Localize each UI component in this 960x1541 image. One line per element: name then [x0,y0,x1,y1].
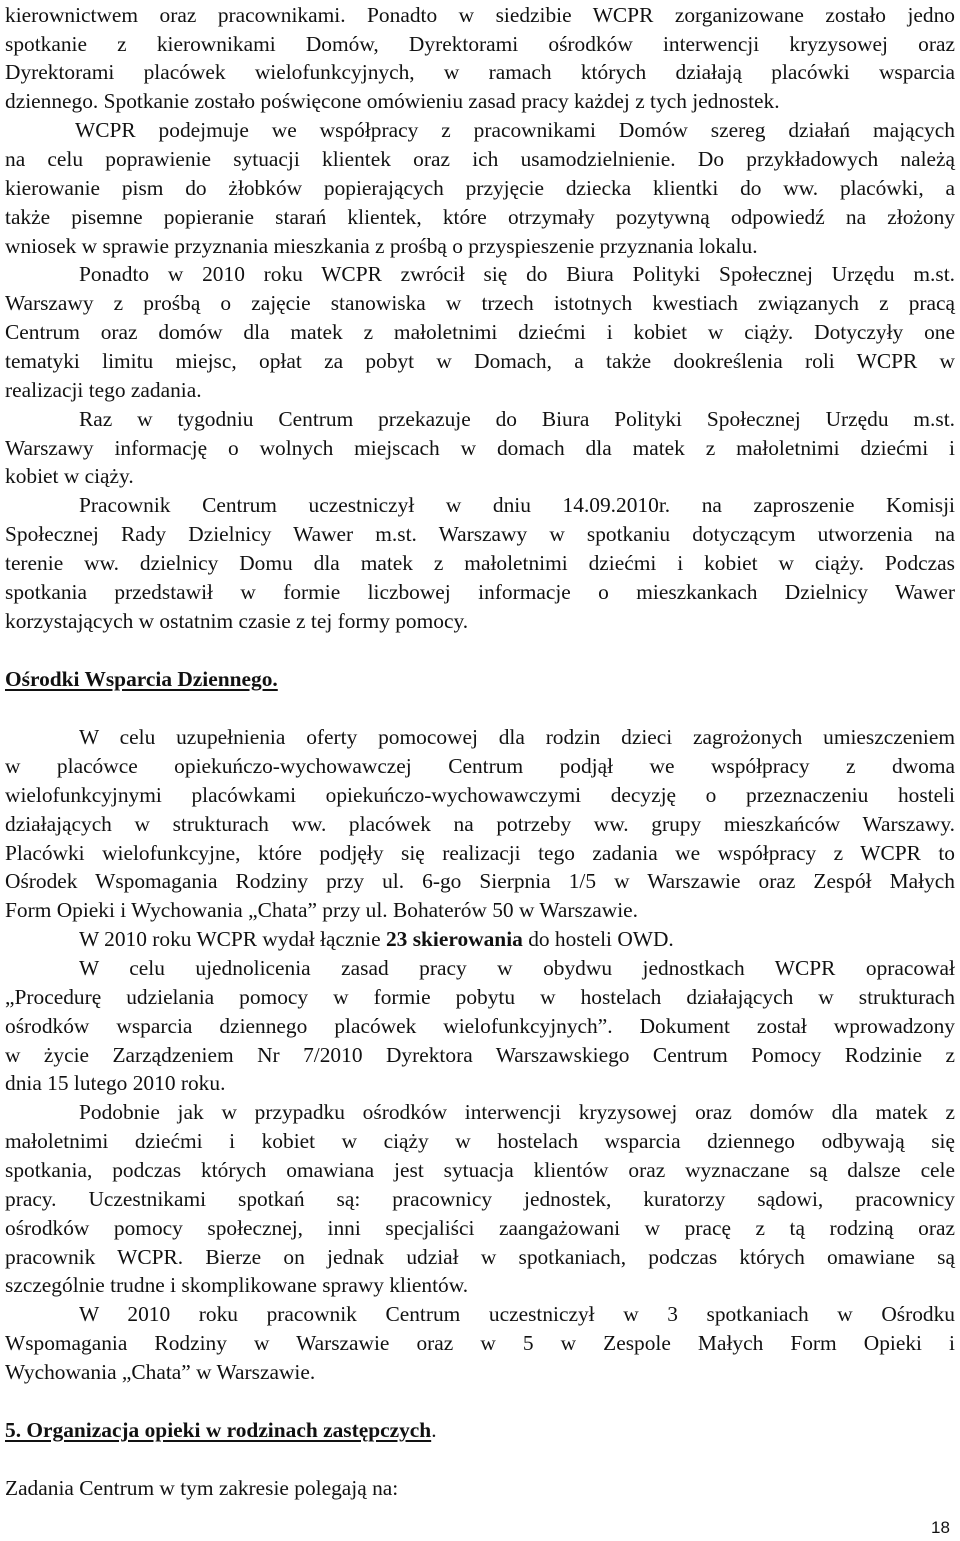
komisja-line-4: spotkania przedstawił w formie liczbowej informacje o mieszkankach Dzielnicy Wawer [5,580,955,604]
heading-section-5-text: 5. Organizacja opieki w rodzinach zastępczych [5,1418,432,1442]
wcpr-actions-line-3: kierowanie pism do żłobków popierających przyjęcie dziecka klientki do ww. placówki, a [5,176,955,200]
procedura-line-3: ośrodków wsparcia dziennego placówek wielofunkcyjnych”. Dokument został wprowadzony [5,1014,955,1038]
weekly-line-1: Raz w tygodniu Centrum przekazuje do Biura Polityki Społecznej Urzędu m.st. [79,407,955,431]
procedura-line-2: „Procedurę udzielania pomocy w formie pobytu w hostelach działających w strukturach [5,985,955,1009]
owd-line-6: Ośrodek Wspomagania Rodziny przy ul. 6-go Sierpnia 1/5 w Warszawie oraz Zespół Małych [5,869,955,893]
heading-section-5 [5,1416,955,1445]
biuro-line-1: Ponadto w 2010 roku WCPR zwrócił się do Biura Polityki Społecznej Urzędu m.st. [79,262,955,286]
wcpr-actions-line-5: wniosek w sprawie przyznania mieszkania z prośbą o przyspieszenie przyznania lokalu. [5,234,758,258]
spotkania-line-1: Podobnie jak w przypadku ośrodków interwencji kryzysowej oraz domów dla matek z [79,1100,955,1124]
owd-line-7: Form Opieki i Wychowania „Chata” przy ul. Bohaterów 50 w Warszawie. [5,898,638,922]
spotkania-line-6: pracownik WCPR. Bierze on jednak udział w spotkaniach, podczas których omawiane są [5,1245,955,1269]
komisja-line-1: Pracownik Centrum uczestniczył w dniu 14.09.2010r. na zaproszenie Komisji [79,493,955,517]
heading-section-5-period: . [431,1418,437,1442]
owd-line-3: wielofunkcyjnymi placówkami opiekuńczo-wychowawczymi decyzję o przeznaczeniu hosteli [5,783,955,807]
owd-line-5: Placówki wielofunkcyjne, które podjęły się realizacji tego zadania we współpracy z WCPR to [5,841,955,865]
weekly-line-3: kobiet w ciąży. [5,464,134,488]
uczestnictwo-line-1: W 2010 roku pracownik Centrum uczestniczył w 3 spotkaniach w Ośrodku [79,1302,955,1326]
wcpr-actions-line-4: także pisemne popieranie starań klientek, które otrzymały pozytywną odpowiedź na złożony [5,205,955,229]
intro-line-2: spotkanie z kierownikami Domów, Dyrektorami ośrodków interwencji kryzysowej oraz [5,32,955,56]
komisja-line-2: Społecznej Rady Dzielnicy Wawer m.st. Warszawy w spotkaniu dotyczącym utworzenia na [5,522,955,546]
biuro-line-5: realizacji tego zadania. [5,378,202,402]
heading-osrodki-wsparcia: Ośrodki Wsparcia Dziennego. [5,667,278,691]
procedura-line-4: w życie Zarządzeniem Nr 7/2010 Dyrektora Warszawskiego Centrum Pomocy Rodzinie z [5,1043,955,1067]
biuro-line-3: Centrum oraz domów dla matek z małoletnimi dziećmi i kobiet w ciąży. Dotyczyły one [5,320,955,344]
uczestnictwo-line-3: Wychowania „Chata” w Warszawie. [5,1360,316,1384]
owd-line-4: działających w strukturach ww. placówek na potrzeby ww. grupy mieszkańców Warszawy. [5,812,955,836]
spotkania-line-5: ośrodków pomocy społecznej, inni specjaliści zaangażowani w pracę z tą rodziną oraz [5,1216,955,1240]
biuro-line-4: tematyki limitu miejsc, opłat za pobyt w Domach, a także dookreślenia roli WCPR w [5,349,955,373]
procedura-line-1: W celu ujednolicenia zasad pracy w obydwu jednostkach WCPR opracował [79,956,955,980]
spotkania-line-4: pracy. Uczestnikami spotkań są: pracownicy jednostek, kuratorzy sądowi, pracownicy [5,1187,955,1211]
komisja-line-5: korzystających w ostatnim czasie z tej formy pomocy. [5,609,469,633]
zadania-line: Zadania Centrum w tym zakresie polegają na: [5,1476,399,1500]
intro-line-1: kierownictwem oraz pracownikami. Ponadto w siedzibie WCPR zorganizowane zostało jedno [5,3,955,27]
owd-line-2: w placówce opiekuńczo-wychowawczej Centrum podjął we współpracy z dwoma [5,754,955,778]
weekly-line-2: Warszawy informację o wolnych miejscach w domach dla matek z małoletnimi dziećmi i [5,436,955,460]
page-number: 18 [931,1518,950,1537]
intro-line-3: Dyrektorami placówek wielofunkcyjnych, w ramach których działają placówki wsparcia [5,60,955,84]
spotkania-line-7: szczególnie trudne i skomplikowane sprawy klientów. [5,1273,469,1297]
skierowania-before: W 2010 roku WCPR wydał łącznie [79,927,386,951]
skierowania-line [79,925,955,954]
wcpr-actions-line-1: WCPR podejmuje we współpracy z pracownikami Domów szereg działań mających [75,118,955,142]
procedura-line-5: dnia 15 lutego 2010 roku. [5,1071,226,1095]
wcpr-actions-line-2: na celu poprawienie sytuacji klientek oraz ich usamodzielnienie. Do przykładowych należą [5,147,955,171]
biuro-line-2: Warszawy z prośbą o zajęcie stanowiska w trzech istotnych kwestiach związanych z pracą [5,291,955,315]
uczestnictwo-line-2: Wspomagania Rodziny w Warszawie oraz w 5 w Zespole Małych Form Opieki i [5,1331,955,1355]
owd-line-1: W celu uzupełnienia oferty pomocowej dla rodzin dzieci zagrożonych umieszczeniem [79,725,955,749]
skierowania-count: 23 skierowania [385,927,523,951]
skierowania-after: do hosteli OWD. [522,927,674,951]
spotkania-line-2: małoletnimi dziećmi i kobiet w ciąży w hostelach wsparcia dziennego odbywają się [5,1129,955,1153]
spotkania-line-3: spotkania, podczas których omawiana jest sytuacja klientów oraz wyznaczane są dalsze cele [5,1158,955,1182]
intro-line-4: dziennego. Spotkanie zostało poświęcone omówieniu zasad pracy każdej z tych jednostek. [5,89,780,113]
komisja-line-3: terenie ww. dzielnicy Domu dla matek z małoletnimi dziećmi i kobiet w ciąży. Podczas [5,551,955,575]
